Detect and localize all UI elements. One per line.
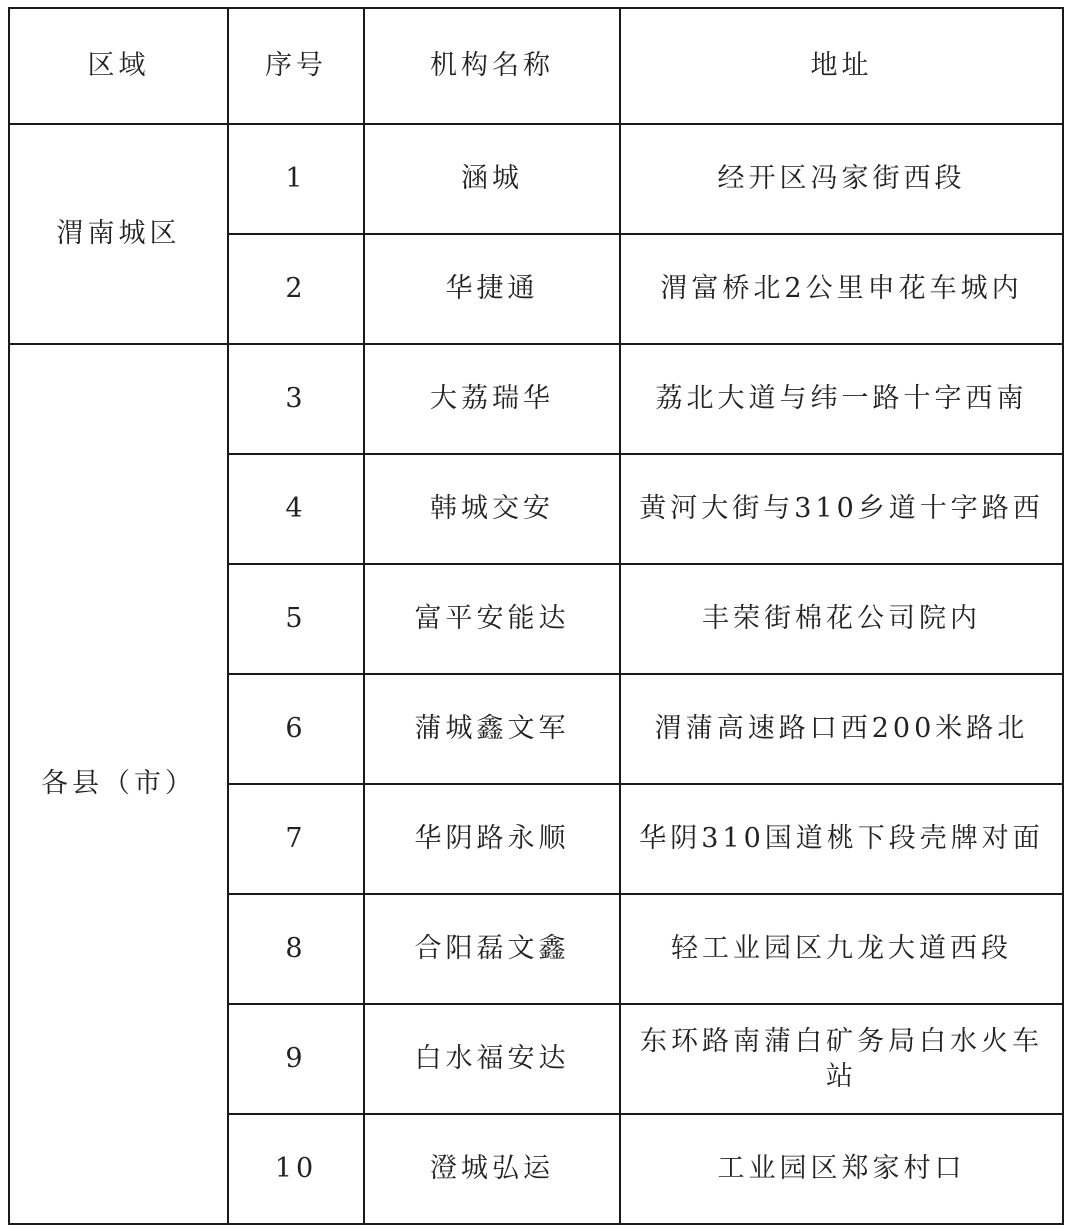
address-cell: 渭富桥北2公里申花车城内 <box>620 234 1063 344</box>
name-cell: 蒲城鑫文军 <box>364 674 620 784</box>
name-cell: 澄城弘运 <box>364 1114 620 1224</box>
region-cell: 各县（市） <box>9 344 228 1224</box>
table-header-row <box>9 8 1063 124</box>
table-row <box>9 124 1063 234</box>
seq-cell: 10 <box>228 1114 364 1224</box>
name-cell: 富平安能达 <box>364 564 620 674</box>
name-cell: 华阴路永顺 <box>364 784 620 894</box>
table-row <box>9 344 1063 454</box>
seq-cell: 4 <box>228 454 364 564</box>
header-region: 区域 <box>9 8 228 124</box>
seq-cell: 7 <box>228 784 364 894</box>
address-cell: 经开区冯家街西段 <box>620 124 1063 234</box>
name-cell: 大荔瑞华 <box>364 344 620 454</box>
name-cell: 合阳磊文鑫 <box>364 894 620 1004</box>
seq-cell: 1 <box>228 124 364 234</box>
seq-cell: 9 <box>228 1004 364 1114</box>
seq-cell: 8 <box>228 894 364 1004</box>
address-cell: 华阴310国道桃下段壳牌对面 <box>620 784 1063 894</box>
seq-cell: 2 <box>228 234 364 344</box>
header-seq: 序号 <box>228 8 364 124</box>
seq-cell: 6 <box>228 674 364 784</box>
header-address: 地址 <box>620 8 1063 124</box>
seq-cell: 5 <box>228 564 364 674</box>
address-cell: 东环路南蒲白矿务局白水火车站 <box>620 1004 1063 1114</box>
header-name: 机构名称 <box>364 8 620 124</box>
address-cell: 渭蒲高速路口西200米路北 <box>620 674 1063 784</box>
region-cell: 渭南城区 <box>9 124 228 344</box>
seq-cell: 3 <box>228 344 364 454</box>
address-cell: 轻工业园区九龙大道西段 <box>620 894 1063 1004</box>
name-cell: 白水福安达 <box>364 1004 620 1114</box>
name-cell: 涵城 <box>364 124 620 234</box>
address-cell: 工业园区郑家村口 <box>620 1114 1063 1224</box>
address-cell: 黄河大街与310乡道十字路西 <box>620 454 1063 564</box>
name-cell: 韩城交安 <box>364 454 620 564</box>
institution-table <box>8 7 1064 1225</box>
address-cell: 荔北大道与纬一路十字西南 <box>620 344 1063 454</box>
name-cell: 华捷通 <box>364 234 620 344</box>
address-cell: 丰荣街棉花公司院内 <box>620 564 1063 674</box>
